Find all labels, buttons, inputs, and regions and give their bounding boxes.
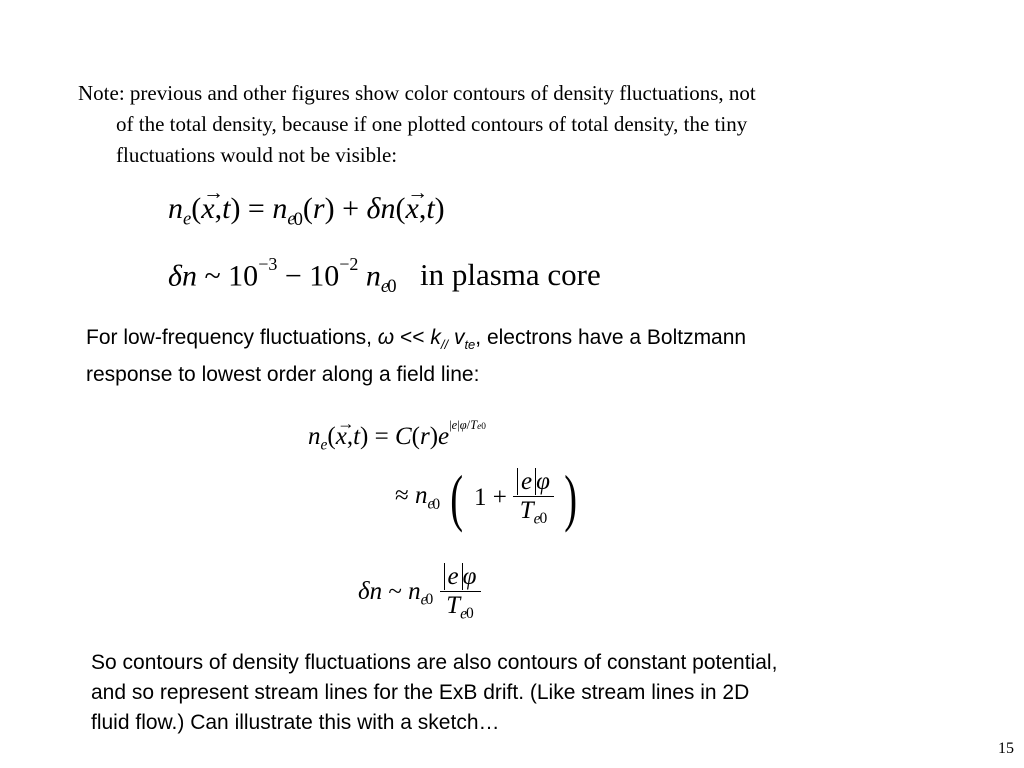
- note-line-1: Note: previous and other figures show color contours of density fluctuations, not: [78, 81, 756, 105]
- stream-line-3: fluid flow.) Can illustrate this with a sketch…: [91, 711, 500, 734]
- equation-fluctuation-magnitude: δn ~ $10^{-3} - 10^{-2}$ $n_{e0}$ in plasma core: [168, 254, 601, 297]
- right-paren: ): [564, 462, 578, 533]
- boltzmann-paragraph: [86, 323, 966, 390]
- note-paragraph: [78, 78, 938, 171]
- v-symbol: v: [453, 326, 465, 349]
- stream-line-2: and so represent stream lines for the ExB drift. (Like stream lines in 2D: [91, 681, 750, 704]
- fraction-e-phi-over-te0-2: $\frac{\text{e φ}}{T_{e0}}$: [440, 563, 481, 623]
- equation-linearized-response: ≈ $n_{e0}$ ( 1 + $\frac{\text{e φ}}{T_{e0}}$ ): [395, 462, 578, 533]
- left-paren: (: [450, 462, 464, 533]
- para1-prefix: For low-frequency fluctuations,: [86, 326, 378, 349]
- much-less-than: <<: [394, 326, 431, 349]
- boltzmann-line-1: [86, 323, 966, 360]
- stream-line-1: So contours of density fluctuations are also contours of constant potential,: [91, 651, 778, 674]
- te-subscript: te: [464, 337, 476, 353]
- in-plasma-core-label: in plasma core: [419, 257, 601, 293]
- equation-boltzmann-response: $n_e(\to x,t) = C(r)e^{|e|\varphi/Te0}$: [308, 418, 486, 454]
- note-line-3: fluctuations would not be visible:: [116, 143, 398, 167]
- note-line-2: of the total density, because if one plotted contours of total density, the tiny: [116, 112, 748, 136]
- page-number: 15: [998, 740, 1014, 757]
- equation-fluctuation-potential: δn ~ $n_{e0}$ $\frac{\text{e φ}}{T_{e0}}$: [358, 563, 481, 623]
- stream-lines-paragraph: [91, 648, 991, 738]
- k-symbol: k: [430, 326, 441, 349]
- boltzmann-line-2: response to lowest order along a field line:: [86, 363, 480, 387]
- equation-density-decomposition: $n_e(\to x,t) = n_{e0}(r) + \delta n(\to x,t)$: [168, 192, 445, 231]
- omega-symbol: ω: [377, 326, 395, 349]
- fraction-e-phi-over-te0: $\frac{\text{e φ}}{T_{e0}}$: [513, 468, 554, 528]
- parallel-subscript: //: [440, 337, 449, 353]
- para1-suffix: , electrons have a Boltzmann: [475, 326, 747, 349]
